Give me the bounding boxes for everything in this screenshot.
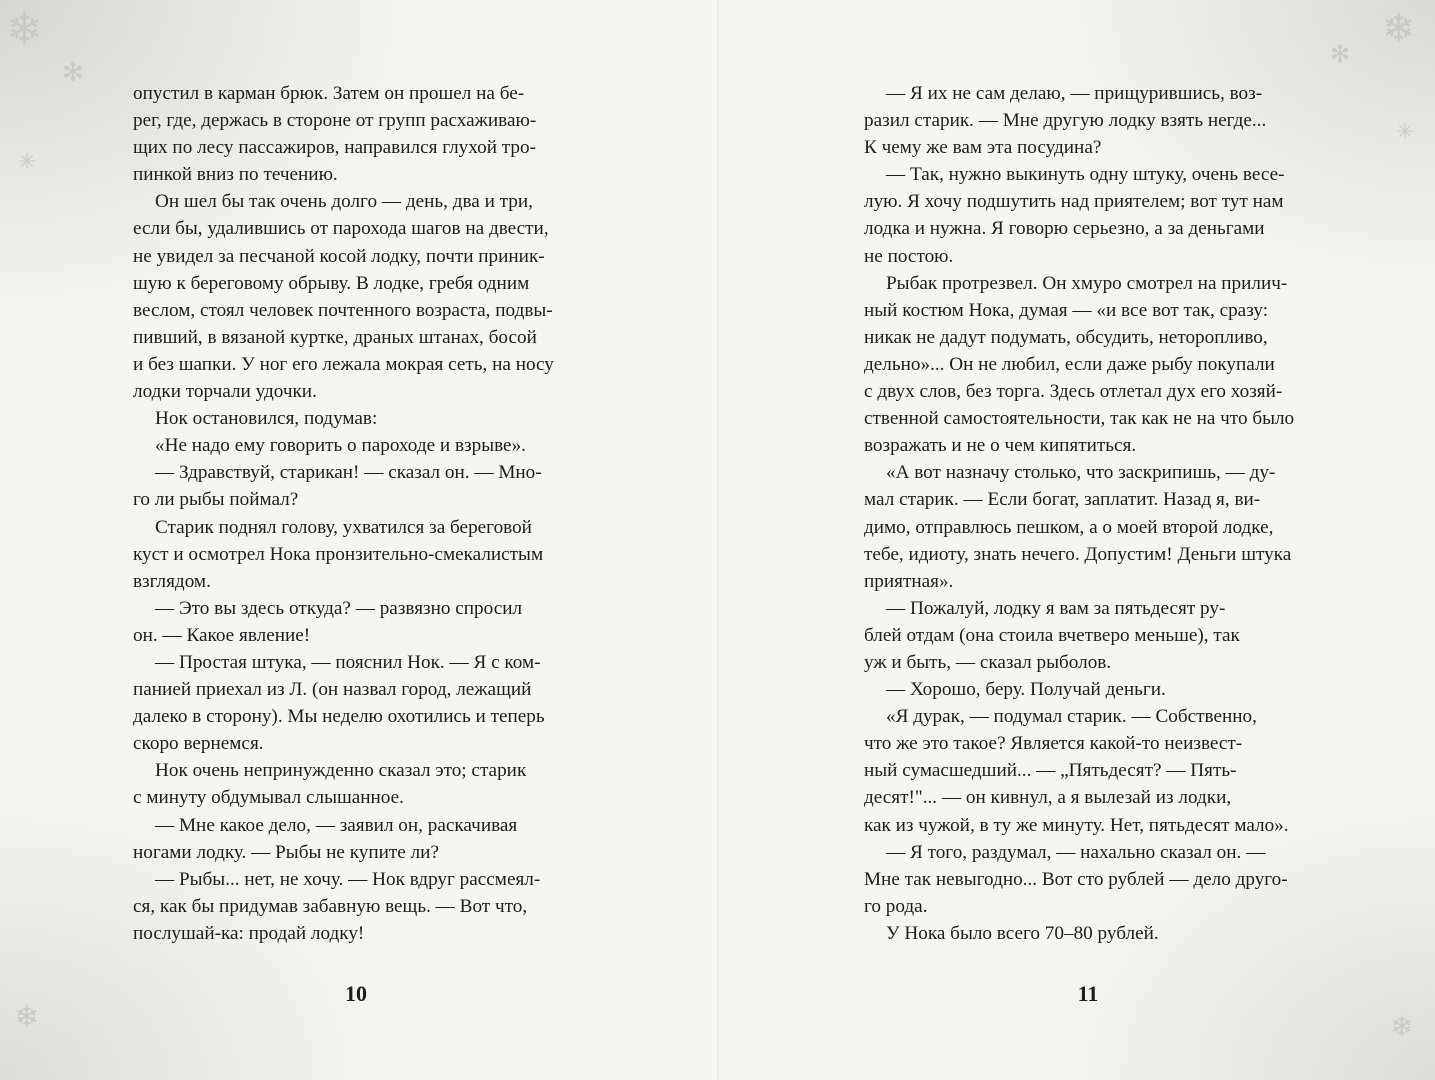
text-line: дельно»... Он не любил, если даже рыбу покупали xyxy=(864,353,1275,375)
text-line: десят!"... — он кивнул, а я вылезай из лодки, xyxy=(864,787,1232,809)
text-line: мал старик. — Если богат, заплатит. Назад я, ви- xyxy=(864,489,1261,511)
right-page-text xyxy=(864,80,1311,980)
text-line: «Не надо ему говорить о пароходе и взрыве». xyxy=(155,435,526,457)
text-line: не постою. xyxy=(864,245,954,267)
text-line: — Хорошо, беру. Получай деньги. xyxy=(886,679,1166,701)
text-line: приятная». xyxy=(864,570,954,592)
text-line: пивший, в вязаной куртке, драных штанах, босой xyxy=(133,326,537,348)
text-line: с двух слов, без торга. Здесь отлетал дух его хозяй- xyxy=(864,381,1283,403)
text-line: тебе, идиоту, знать нечего. Допустим! Деньги штука xyxy=(864,543,1292,565)
text-line: никак не дадут подумать, обсудить, неторопливо, xyxy=(864,326,1268,348)
text-line: панией приехал из Л. (он назвал город, лежащий xyxy=(133,679,532,701)
text-line: ственной самостоятельности, так как не на что было xyxy=(864,408,1295,430)
text-line: У Нока было всего 70–80 рублей. xyxy=(886,922,1159,944)
text-line: ный сумасшедший... — „Пятьдесят? — Пять- xyxy=(864,760,1237,782)
text-line: с минуту обдумывал слышанное. xyxy=(133,787,404,809)
text-line: Рыбак протрезвел. Он хмуро смотрел на прилич- xyxy=(886,272,1288,294)
text-line: он. — Какое явление! xyxy=(133,624,311,646)
snowflake-decoration-icon: ❄ xyxy=(14,1000,40,1035)
text-line: ногами лодку. — Рыбы не купите ли? xyxy=(133,841,439,863)
text-line: далеко в сторону). Мы неделю охотились и теперь xyxy=(133,706,545,728)
text-line: лодки торчали удочки. xyxy=(133,381,317,403)
text-line: — Так, нужно выкинуть одну штуку, очень весе- xyxy=(886,164,1285,186)
snowflake-decoration-icon: ❄ xyxy=(1390,1010,1414,1043)
snowflake-decoration-icon: ✻ xyxy=(62,58,84,88)
text-line: К чему же вам эта посудина? xyxy=(864,137,1102,159)
text-line: если бы, удалившись от парохода шагов на двести, xyxy=(133,218,549,240)
text-line: го рода. xyxy=(864,895,928,917)
text-line: «А вот назначу столько, что заскрипишь, — ду- xyxy=(886,462,1276,484)
text-line: — Здравствуй, старикан! — сказал он. — Мно- xyxy=(155,462,542,484)
text-line: ся, как бы придумав забавную вещь. — Вот что, xyxy=(133,895,528,917)
text-line: щих по лесу пассажиров, направился глухой тро- xyxy=(133,137,536,159)
text-line: ный костюм Нока, думая — «и все вот так, сразу: xyxy=(864,299,1269,321)
text-line: и без шапки. У ног его лежала мокрая сеть, на носу xyxy=(133,353,554,375)
text-line: возражать и не о чем кипятиться. xyxy=(864,435,1137,457)
snowflake-decoration-icon: ❄ xyxy=(6,4,43,55)
text-line: Старик поднял голову, ухватился за береговой xyxy=(155,516,532,538)
text-line: послушай-ка: продай лодку! xyxy=(133,922,365,944)
text-line: как из чужой, в ту же минуту. Нет, пятьдесят мало». xyxy=(864,814,1289,836)
text-line: разил старик. — Мне другую лодку взять негде... xyxy=(864,110,1267,132)
text-line: шую к береговому обрыву. В лодке, гребя одним xyxy=(133,272,530,294)
text-line: скоро вернемся. xyxy=(133,733,264,755)
text-line: лую. Я хочу подшутить над приятелем; вот тут нам xyxy=(864,191,1284,213)
text-line: Нок остановился, подумав: xyxy=(155,408,378,430)
text-line: лодка и нужна. Я говорю серьезно, а за деньгами xyxy=(864,218,1265,240)
text-line: — Я их не сам делаю, — прищурившись, воз- xyxy=(886,83,1263,104)
text-line: го ли рыбы поймал? xyxy=(133,489,299,511)
left-page-text xyxy=(133,80,580,980)
text-line: рег, где, держась в стороне от групп расхаживаю- xyxy=(133,110,537,132)
text-line: опустил в карман брюк. Затем он прошел на бе- xyxy=(133,83,525,104)
text-line: блей отдам (она стоила вчетверо меньше), так xyxy=(864,624,1240,646)
text-line: Он шел бы так очень долго — день, два и три, xyxy=(155,191,533,213)
text-line: Нок очень непринужденно сказал это; старик xyxy=(155,760,527,782)
text-line: что же это такое? Является какой-то неизвест- xyxy=(864,733,1243,755)
text-line: — Мне какое дело, — заявил он, раскачивая xyxy=(155,814,518,836)
page-number-left: 10 xyxy=(345,981,367,1006)
text-line: — Пожалуй, лодку я вам за пятьдесят ру- xyxy=(886,597,1226,619)
snowflake-decoration-icon: ❄ xyxy=(1382,6,1416,52)
text-line: — Рыбы... нет, не хочу. — Нок вдруг рассмеял- xyxy=(155,868,541,890)
text-line: — Это вы здесь откуда? — развязно спросил xyxy=(155,597,523,619)
snowflake-decoration-icon: ✳ xyxy=(1396,120,1415,145)
text-line: «Я дурак, — подумал старик. — Собственно, xyxy=(886,706,1257,728)
text-line: куст и осмотрел Нока пронзительно-смекалистым xyxy=(133,543,544,565)
text-line: димо, отправлюсь пешком, а о моей второй лодке, xyxy=(864,516,1274,538)
text-line: уж и быть, — сказал рыболов. xyxy=(864,651,1112,673)
snowflake-decoration-icon: ✳ xyxy=(18,150,37,175)
text-line: пинкой вниз по течению. xyxy=(133,164,338,186)
book-gutter xyxy=(716,0,720,1080)
text-line: — Простая штука, — пояснил Нок. — Я с ком- xyxy=(155,651,541,673)
snowflake-decoration-icon: ✻ xyxy=(1330,40,1351,68)
text-line: веслом, стоял человек почтенного возраста, подвы- xyxy=(133,299,553,321)
text-line: не увидел за песчаной косой лодку, почти приник- xyxy=(133,245,545,267)
text-line: — Я того, раздумал, — нахально сказал он. — xyxy=(886,841,1266,863)
page-number-right: 11 xyxy=(1077,981,1099,1006)
text-line: Мне так невыгодно... Вот сто рублей — дело друго- xyxy=(864,868,1288,890)
text-line: взглядом. xyxy=(133,570,211,592)
